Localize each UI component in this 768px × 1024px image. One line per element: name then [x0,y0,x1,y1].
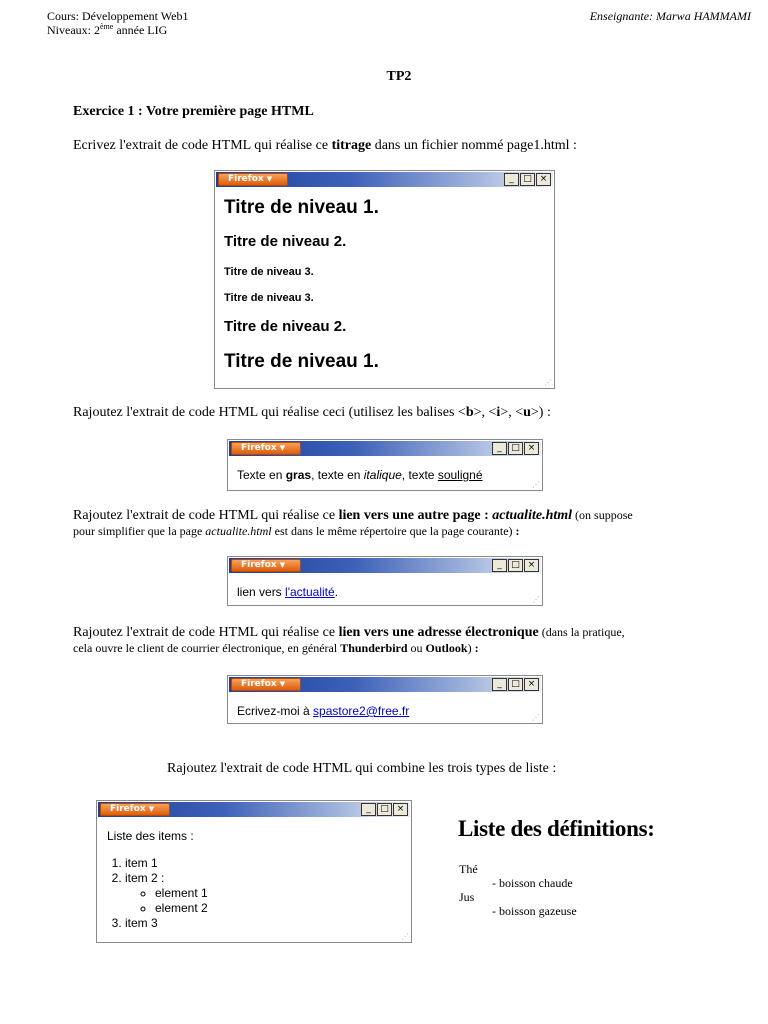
close-button[interactable]: × [524,678,539,691]
heading-level-2: Titre de niveau 2. [224,233,347,250]
close-button[interactable]: × [524,559,539,572]
maximize-button[interactable]: □ [520,173,535,186]
heading-level-3: Titre de niveau 3. [224,266,314,278]
firefox-menu-button[interactable]: Firefox ▼ [218,173,288,186]
list-item: 2. item 2 : ◦ element 1 ◦ element 2 [125,871,397,916]
actualite-link[interactable]: l'actualité [285,585,335,599]
title-bar [216,172,553,187]
title-bar [229,441,541,456]
title-bar [229,677,541,692]
resize-grip-icon[interactable]: ⋰ [532,595,540,604]
definition-description: - boisson chaude [492,876,573,890]
title-bar [98,802,410,817]
heading-level-1: Titre de niveau 1. [224,351,379,372]
minimize-button[interactable]: _ [504,173,519,186]
title-bar [229,558,541,573]
italic-text: italique [363,468,402,482]
browser-window-page-link [227,556,543,606]
list-heading: Liste des items : [107,829,194,843]
unordered-list [125,886,397,916]
resize-grip-icon[interactable]: ⋰ [532,713,540,722]
heading-level-2: Titre de niveau 2. [224,318,347,335]
instruction-2: Rajoutez l'extrait de code HTML qui réalise ceci (utilisez les balises <b>, <i>, <u>) : [73,405,551,420]
minimize-button[interactable]: _ [492,559,507,572]
page-title: TP2 [386,69,412,84]
definition-description: - boisson gazeuse [492,904,577,918]
resize-grip-icon[interactable]: ⋰ [401,932,409,941]
close-button[interactable]: × [536,173,551,186]
list-item: ◦ element 2 [155,901,397,916]
level-label: Niveaux: 2ème année LIG [47,22,168,37]
instruction-3: Rajoutez l'extrait de code HTML qui réalise ce lien vers une autre page : actualite.html (on suppose [73,508,633,523]
ordered-list [97,856,397,931]
instruction-1: Ecrivez l'extrait de code HTML qui réalise ce titrage dans un fichier nommé page1.html : [73,138,577,153]
instruction-5: Rajoutez l'extrait de code HTML qui combine les trois types de liste : [167,761,557,776]
maximize-button[interactable]: □ [508,559,523,572]
browser-window-headings [214,170,555,389]
teacher-label: Enseignante: Marwa HAMMAMI [589,9,751,23]
definition-term: Thé [459,862,478,876]
window-content: Ecrivez-moi à spastore2@free.fr [237,704,410,718]
firefox-menu-button[interactable]: Firefox ▼ [231,678,301,691]
bold-text: gras [285,468,312,482]
firefox-menu-button[interactable]: Firefox ▼ [231,442,301,455]
definition-list-title: Liste des définitions: [458,816,655,841]
firefox-menu-button[interactable]: Firefox ▼ [231,559,301,572]
instruction-4: Rajoutez l'extrait de code HTML qui réalise ce lien vers une adresse électronique (dans la pratique, [73,625,625,640]
underlined-text: souligné [437,468,483,482]
course-label: Cours: Développement Web1 [47,9,189,23]
close-button[interactable]: × [524,442,539,455]
definition-term: Jus [459,890,475,904]
resize-grip-icon[interactable]: ⋰ [544,378,552,387]
heading-level-1: Titre de niveau 1. [224,197,379,218]
minimize-button[interactable]: _ [492,442,507,455]
list-item: 1. item 1 [125,856,397,871]
firefox-menu-button[interactable]: Firefox ▼ [100,803,170,816]
resize-grip-icon[interactable]: ⋰ [532,480,540,489]
instruction-4-line-2: cela ouvre le client de courrier électronique, en général Thunderbird ou Outlook) : [73,641,479,655]
maximize-button[interactable]: □ [508,442,523,455]
minimize-button[interactable]: _ [361,803,376,816]
window-content: lien vers l'actualité. [237,585,339,599]
exercise-title: Exercice 1 : Votre première page HTML [73,104,314,119]
window-content [215,188,554,388]
browser-window-email-link [227,675,543,724]
close-button[interactable]: × [393,803,408,816]
maximize-button[interactable]: □ [377,803,392,816]
heading-level-3: Titre de niveau 3. [224,292,314,304]
list-item: ◦ element 1 [155,886,397,901]
minimize-button[interactable]: _ [492,678,507,691]
maximize-button[interactable]: □ [508,678,523,691]
window-content: Texte en gras, texte en italique, texte souligné [237,468,483,482]
instruction-3-line-2: pour simplifier que la page actualite.html est dans le même répertoire que la page courante) : [73,524,520,538]
window-content [97,818,411,942]
browser-window-formatting [227,439,543,491]
browser-window-lists [96,800,412,943]
email-link[interactable]: spastore2@free.fr [313,704,410,718]
list-item: 3. item 3 [125,916,397,931]
